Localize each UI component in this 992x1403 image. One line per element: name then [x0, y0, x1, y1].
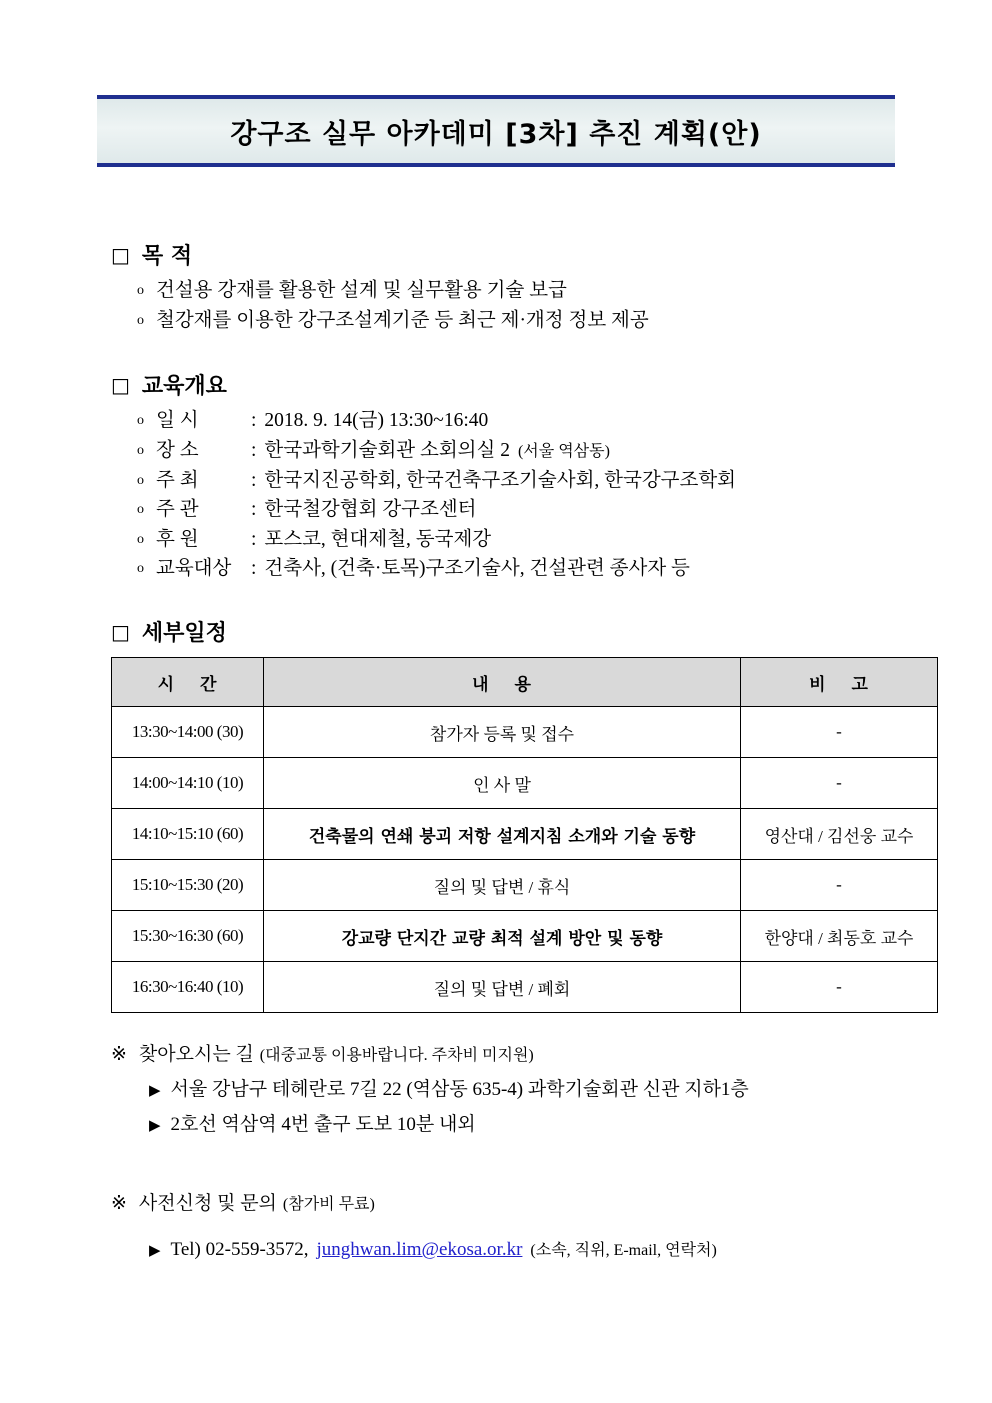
directions-item-label: 서울 강남구 테헤란로 7길 22 (역삼동 635-4) 과학기술회관 신관 지하1층: [170, 1079, 749, 1100]
contact-title: 사전신청 및 문의: [138, 1193, 277, 1214]
contact-telephone: Tel) 02-559-3572,: [170, 1239, 309, 1260]
circle-bullet-icon: o: [137, 283, 144, 298]
list-item: [137, 276, 897, 306]
directions-subnote: (대중교통 이용바랍니다. 주차비 미지원): [259, 1047, 534, 1064]
circle-bullet-icon: o: [137, 472, 144, 488]
contact-block: [111, 1188, 897, 1261]
table-row: [112, 962, 938, 1013]
list-item: [137, 306, 897, 336]
square-bullet-icon: □: [111, 619, 130, 644]
table-row: [112, 809, 938, 860]
schedule-table: [111, 657, 938, 1013]
field-value: 한국철강협회 강구조센터: [264, 499, 477, 521]
field-separator: :: [251, 499, 257, 521]
list-item: [137, 525, 897, 555]
circle-bullet-icon: o: [137, 413, 144, 429]
list-item: [137, 436, 897, 466]
column-header-time: 시 간: [112, 658, 264, 707]
section-title-purpose: 목 적: [141, 244, 193, 269]
list-item-label: 철강재를 이용한 강구조설계기준 등 최근 제·개정 정보 제공: [156, 309, 649, 331]
field-label: 장 소: [156, 439, 199, 461]
cell-content: 건축물의 연쇄 붕괴 저항 설계지침 소개와 기술 동향: [264, 809, 741, 860]
list-item: [137, 554, 897, 584]
cell-note: -: [741, 758, 938, 809]
page-title: 강구조 실무 아카데미 [3차] 추진 계획(안): [230, 118, 762, 150]
contact-subnote: (참가비 무료): [282, 1196, 375, 1213]
reference-mark-icon: ※: [111, 1193, 127, 1214]
triangle-right-icon: ▶: [149, 1083, 161, 1099]
field-label: 교육대상: [156, 558, 232, 580]
field-value: 한국과학기술회관 소회의실 2: [264, 439, 510, 461]
cell-note: -: [741, 707, 938, 758]
triangle-right-icon: ▶: [149, 1118, 161, 1134]
purpose-list: [95, 276, 897, 335]
cell-content: 질의 및 답변 / 휴식: [264, 860, 741, 911]
table-header-row: [112, 658, 938, 707]
list-item: [137, 495, 897, 525]
circle-bullet-icon: o: [137, 442, 144, 458]
field-value: 한국지진공학회, 한국건축구조기술사회, 한국강구조학회: [264, 469, 737, 491]
cell-note: -: [741, 962, 938, 1013]
field-separator: :: [251, 528, 257, 550]
reference-mark-icon: ※: [111, 1044, 127, 1065]
triangle-right-icon: ▶: [149, 1243, 161, 1259]
directions-title: 찾아오시는 길: [138, 1044, 254, 1065]
circle-bullet-icon: o: [137, 502, 144, 518]
square-bullet-icon: □: [111, 242, 130, 267]
field-value: 2018. 9. 14(금) 13:30~16:40: [264, 410, 489, 432]
directions-heading: [111, 1039, 897, 1066]
field-separator: :: [251, 469, 257, 491]
cell-note: 한양대 / 최동호 교수: [741, 911, 938, 962]
cell-time: 13:30~14:00 (30): [112, 707, 264, 758]
list-item-label: 건설용 강재를 활용한 설계 및 실무활용 기술 보급: [156, 280, 567, 301]
field-value: 건축사, (건축·토목)구조기술사, 건설관련 종사자 등: [264, 558, 690, 580]
circle-bullet-icon: o: [137, 561, 144, 577]
table-row: [112, 707, 938, 758]
cell-time: 15:30~16:30 (60): [112, 911, 264, 962]
field-separator: :: [251, 410, 257, 432]
cell-time: 14:00~14:10 (10): [112, 758, 264, 809]
cell-content: 참가자 등록 및 접수: [264, 707, 741, 758]
field-value: 포스코, 현대제철, 동국제강: [264, 528, 492, 550]
section-heading-schedule: [111, 616, 897, 647]
column-header-content: 내 용: [264, 658, 741, 707]
field-label: 주 최: [156, 469, 199, 491]
table-row: [112, 860, 938, 911]
cell-content: 질의 및 답변 / 폐회: [264, 962, 741, 1013]
field-label: 후 원: [156, 528, 199, 550]
field-note: (서울 역삼동): [517, 442, 610, 460]
cell-note: 영산대 / 김선웅 교수: [741, 809, 938, 860]
contact-tail-note: (소속, 직위, E-mail, 연락처): [530, 1242, 717, 1259]
field-separator: :: [251, 558, 257, 580]
table-row: [112, 911, 938, 962]
cell-note: -: [741, 860, 938, 911]
contact-heading: [111, 1188, 897, 1215]
square-bullet-icon: □: [111, 372, 130, 397]
circle-bullet-icon: o: [137, 312, 144, 328]
circle-bullet-icon: o: [137, 531, 144, 547]
column-header-note: 비 고: [741, 658, 938, 707]
cell-time: 14:10~15:10 (60): [112, 809, 264, 860]
cell-time: 16:30~16:40 (10): [112, 962, 264, 1013]
directions-block: [111, 1039, 897, 1136]
directions-item: [149, 1074, 897, 1101]
contact-item: [149, 1237, 897, 1261]
contact-email-link[interactable]: junghwan.lim@ekosa.or.kr: [316, 1239, 523, 1260]
field-label: 일 시: [156, 410, 199, 432]
field-label: 주 관: [156, 499, 199, 521]
section-heading-purpose: [111, 239, 897, 270]
cell-content: 인 사 말: [264, 758, 741, 809]
overview-list: [95, 406, 897, 584]
section-title-schedule: 세부일정: [141, 621, 227, 646]
field-separator: :: [251, 439, 257, 461]
list-item: [137, 406, 897, 436]
directions-item-label: 2호선 역삼역 4번 출구 도보 10분 내외: [170, 1114, 476, 1135]
list-item: [137, 466, 897, 496]
document-title-banner: [97, 95, 895, 167]
directions-item: [149, 1109, 897, 1136]
cell-time: 15:10~15:30 (20): [112, 860, 264, 911]
section-heading-overview: [111, 369, 897, 400]
cell-content: 강교량 단지간 교량 최적 설계 방안 및 동향: [264, 911, 741, 962]
section-title-overview: 교육개요: [141, 374, 227, 400]
table-row: [112, 758, 938, 809]
